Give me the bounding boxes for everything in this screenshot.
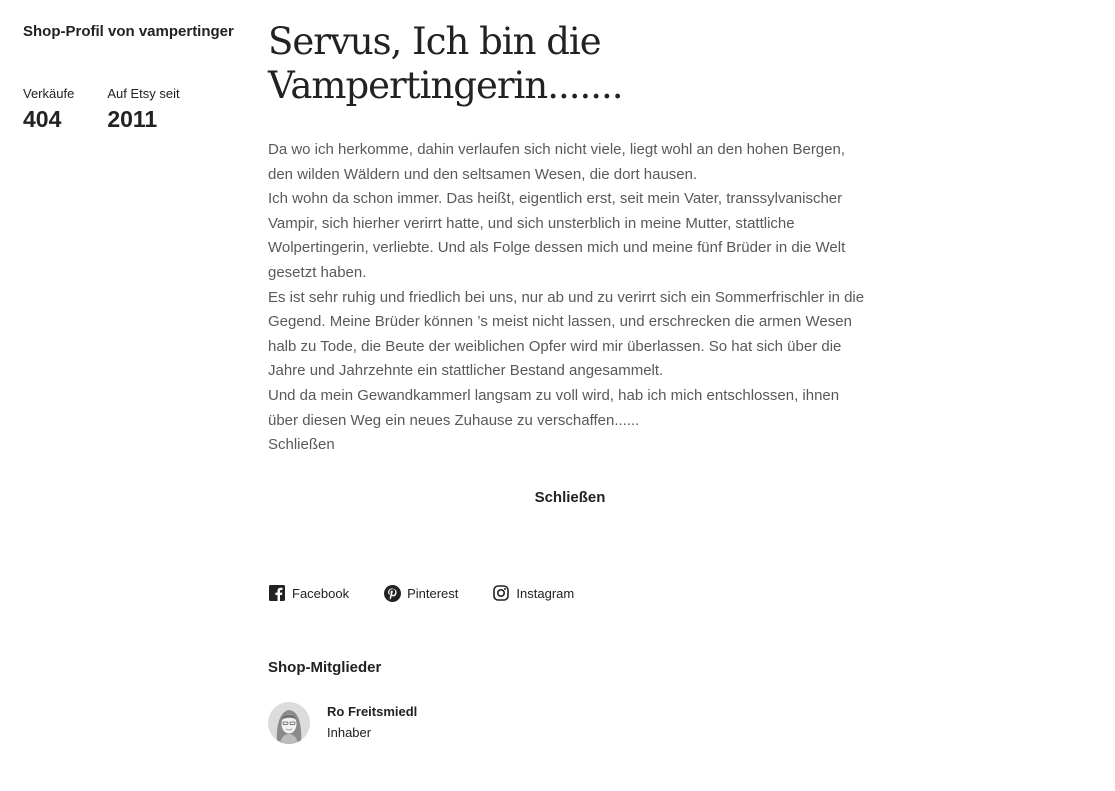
member-info (327, 702, 417, 741)
social-link-instagram[interactable] (492, 584, 574, 602)
story-inline-close-link[interactable]: Schließen (268, 436, 335, 454)
about-story (268, 138, 868, 458)
story-paragraph: Da wo ich herkomme, dahin verlaufen sich nicht viele, liegt wohl an den hohen Bergen, den wilden Wäldern und den seltsamen Wesen, die dort hausen. (268, 141, 846, 183)
story-paragraph: Es ist sehr ruhig und friedlich bei uns, nur ab und zu verirrt sich ein Sommerfrischler in die Gegend. Meine Brüder können ’s meist nicht lassen, und erschrecken die armen Wesen halb zu Tode, die Beute der weiblichen Opfer wird mir überlassen. So hat sich über die Jahre und Jahrzehnte ein stattlicher Bestand angesammelt. (268, 288, 865, 380)
stat-since-value: 2011 (107, 106, 158, 132)
member-role: Inhaber (327, 725, 372, 740)
social-link-facebook[interactable] (268, 584, 349, 602)
social-links (268, 584, 608, 602)
social-link-pinterest[interactable] (383, 584, 458, 602)
avatar[interactable] (268, 702, 310, 744)
stat-since (107, 86, 179, 134)
stat-sales-label: Verkäufe (23, 86, 75, 101)
stat-since-label: Auf Etsy seit (107, 86, 180, 101)
shop-stats (23, 86, 243, 134)
facebook-icon (268, 584, 286, 602)
stat-sales-value: 404 (23, 106, 62, 132)
social-link-pinterest-label: Pinterest (407, 585, 459, 601)
pinterest-icon (383, 584, 401, 602)
story-paragraph: Ich wohn da schon immer. Das heißt, eigentlich erst, seit mein Vater, transsylvanischer Vampir, sich hierher verirrt hatte, und sich unsterblich in meine Mutter, stattliche Wolpertingerin, verliebte. Und als Folge dessen mich und meine fünf Brüder in die Welt gesetzt haben. (268, 190, 846, 281)
shop-members-title: Shop-Mitglieder (268, 659, 382, 676)
instagram-icon (492, 584, 510, 602)
member-name[interactable]: Ro Freitsmiedl (327, 704, 418, 719)
about-headline-line-1: Servus, Ich bin die (268, 20, 601, 63)
about-headline (268, 20, 868, 108)
shop-profile-title: Shop-Profil von vampertinger (23, 23, 234, 40)
social-link-instagram-label: Instagram (516, 585, 575, 601)
about-headline-line-2: Vampertingerin....... (268, 64, 623, 107)
close-story-button[interactable]: Schließen (525, 485, 616, 510)
shop-about-main (268, 20, 868, 510)
story-paragraph: Und da mein Gewandkammerl langsam zu voll wird, hab ich mich entschlossen, ihnen über diesen Weg ein neues Zuhause zu verschaffen...... (268, 386, 840, 429)
social-link-facebook-label: Facebook (292, 585, 350, 601)
shop-profile-sidebar (23, 22, 243, 134)
member-card[interactable] (268, 702, 417, 744)
stat-sales (23, 86, 74, 134)
shop-members (268, 658, 417, 744)
